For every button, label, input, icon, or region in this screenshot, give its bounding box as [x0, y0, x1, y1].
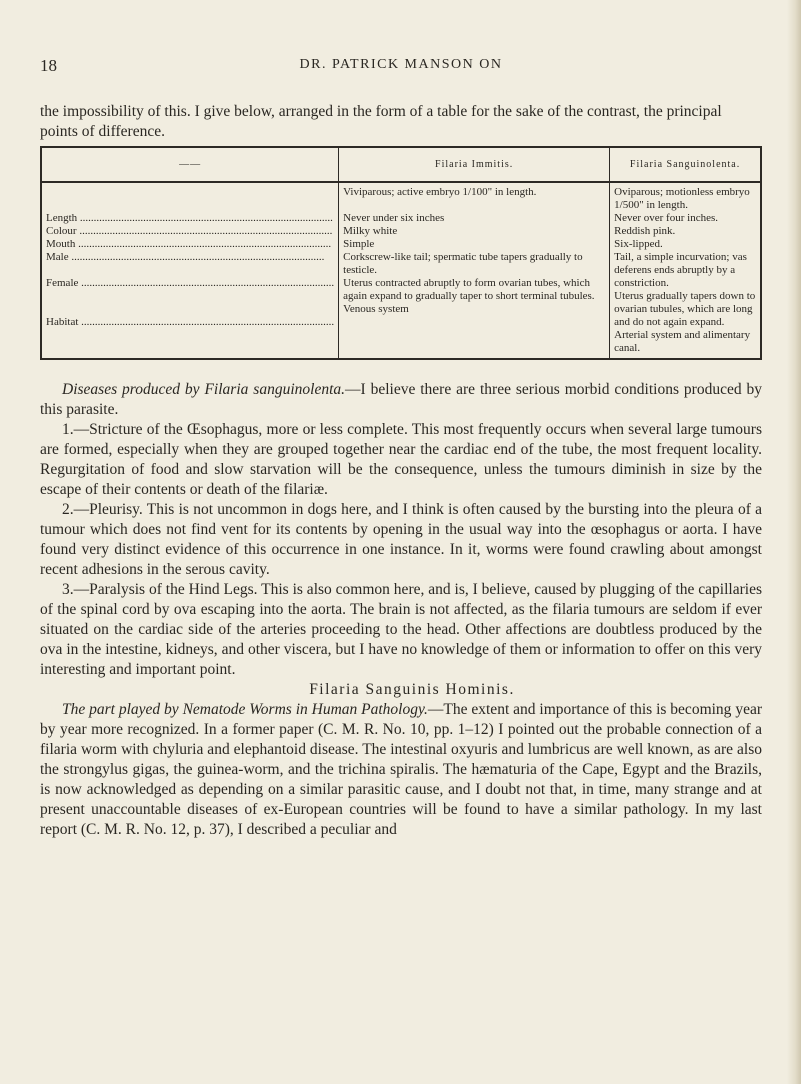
page-header	[40, 56, 762, 76]
label-colour: Colour .....	[46, 225, 334, 238]
sanguinolenta-length: Never over four inches.	[614, 212, 718, 224]
paragraph-nematode	[40, 700, 762, 840]
page-edge-shadow	[787, 0, 801, 1084]
header-blank: ——	[41, 147, 339, 182]
paragraph-pleurisy: 2.—Pleurisy. This is not uncommon in dogs here, and I think is often caused by the bursting into the pleura of a tumour which does not find vent for its contents by opening in the usual way into the œsophagus or aorta. I have found very distinct evidence of this occurrence in one instance. In it, worms were found crawling about amongst recent adhesions in the serous cavity.	[40, 501, 762, 578]
section-title-filaria-sanguinis: Filaria Sanguinis Hominis.	[309, 681, 515, 698]
diseases-intro: —I believe there are three serious morbid conditions produced by this parasite.	[40, 381, 762, 418]
filaria-immitis-column	[339, 182, 610, 359]
immitis-colour: Milky white	[343, 225, 398, 237]
table-body-row	[41, 182, 761, 359]
body-text	[40, 380, 762, 840]
row-labels-column	[41, 182, 339, 359]
immitis-habitat: Venous system	[343, 303, 409, 315]
immitis-embryo: Viviparous; active embryo 1/100" in length.	[343, 186, 537, 198]
intro-paragraph	[40, 102, 762, 142]
label-male: Male .....	[46, 251, 334, 264]
paragraph-paralysis: 3.—Paralysis of the Hind Legs. This is also common here, and is, I believe, caused by plugging of the capillaries of the spinal cord by ova escaping into the aorta. The brain is not affected, as the filaria tumours are seldom if ever situated on the cardiac side of the arteries proceeding to the head. Other affections are doubtless produced by the ova in the intestine, kidneys, and other viscera, but I have no knowledge of them or information to offer on this very interesting and important point.	[40, 581, 762, 678]
sanguinolenta-colour: Reddish pink.	[614, 225, 676, 237]
sanguinolenta-habitat: Arterial system and alimentary canal.	[614, 329, 751, 354]
sanguinolenta-female: Uterus gradually tapers down to ovarian tubules, which are long and do not again expand.	[614, 290, 756, 328]
immitis-length: Never under six inches	[343, 212, 445, 224]
label-female: Female .....	[46, 277, 334, 290]
comparison-table	[40, 146, 762, 360]
label-length: Length .....	[46, 212, 334, 225]
diseases-heading-paragraph	[40, 380, 762, 420]
nematode-text: —The extent and importance of this is becoming year by year more recognized. In a former paper (C. M. R. No. 10, pp. 1–12) I pointed out the probable connection of a filaria worm with chyluria and elephantoid disease. The intestinal oxyuris and lumbricus are well known, as are also the strongylus gigas, the guinea-worm, and the trichina spiralis. The hæmaturia of the Cape, Egypt and the Brazils, is now acknowledged as depending on a similar parasitic cause, and I doubt not that, in time, many strange and at present unaccountable diseases of ex-European countries will be found to have a similar pathology. In my last report (C. M. R. No. 12, p. 37), I described a peculiar and	[40, 701, 762, 838]
immitis-female: Uterus contracted abruptly to form ovarian tubes, which again expand to gradually taper to short terminal tubules.	[343, 277, 595, 302]
paragraph-stricture: 1.—Stricture of the Œsophagus, more or less complete. This most frequently occurs when several large tumours are formed, especially when they are grouped together near the cardiac end of the tube, the most frequent locality. Regurgitation of food and slow starvation will be the consequence, unless the tumours diminish in size by the escape of their contents or death of the filariæ.	[40, 421, 762, 498]
diseases-heading: Diseases produced by Filaria sanguinolenta.	[62, 381, 345, 398]
sanguinolenta-mouth: Six-lipped.	[614, 238, 663, 250]
immitis-male: Corkscrew-like tail; spermatic tube tapers gradually to testicle.	[343, 251, 583, 276]
sanguinolenta-embryo: Oviparous; motionless embryo 1/500" in length.	[614, 186, 750, 211]
sanguinolenta-male: Tail, a simple incurvation; vas deferens ends abruptly by a constriction.	[614, 251, 747, 289]
intro-text: the impossibility of this. I give below, arranged in the form of a table for the sake of the contrast, the principal points of difference.	[40, 103, 722, 140]
filaria-sanguinolenta-column	[610, 182, 761, 359]
header-filaria-sanguinolenta: Filaria Sanguinolenta.	[610, 147, 761, 182]
nematode-heading: The part played by Nematode Worms in Human Pathology.	[62, 701, 428, 718]
page-number: 18	[40, 56, 57, 75]
table-header-row	[41, 147, 761, 182]
immitis-mouth: Simple	[343, 238, 375, 250]
label-habitat: Habitat .....	[46, 316, 334, 329]
running-head: DR. PATRICK MANSON ON	[299, 57, 503, 72]
label-mouth: Mouth .....	[46, 238, 334, 251]
header-filaria-immitis: Filaria Immitis.	[339, 147, 610, 182]
